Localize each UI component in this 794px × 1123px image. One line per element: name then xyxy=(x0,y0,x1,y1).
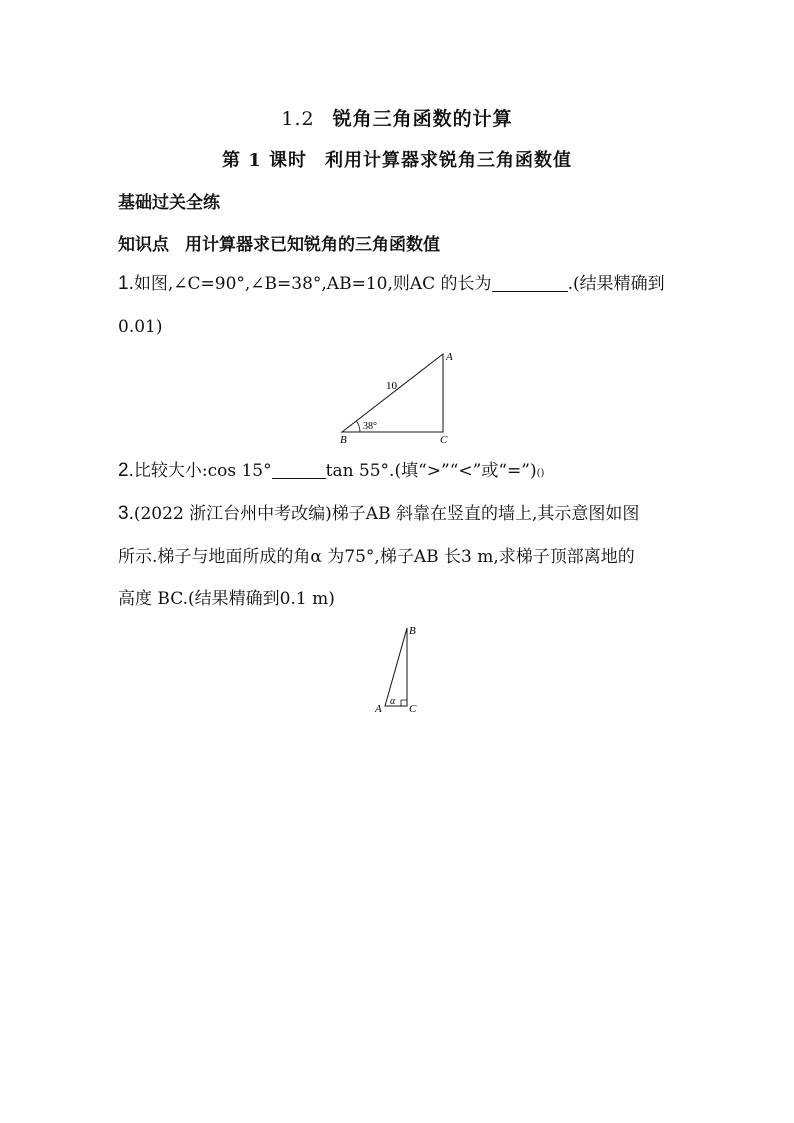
triangle-abc-2 xyxy=(385,628,407,706)
lesson-title xyxy=(0,146,794,172)
question-1-number: 1. xyxy=(118,273,134,294)
question-1-text: 如图,∠C=90°,∠B=38°,AB=10,则AC 的长为 xyxy=(133,274,492,294)
right-angle-mark xyxy=(401,700,407,706)
triangle-abc-1 xyxy=(342,354,443,432)
question-3-line-3: 高度 BC.(结果精确到0.1 m) xyxy=(118,589,335,609)
vertex-b-label-2: B xyxy=(409,625,416,637)
lesson-label: 第 1 课时 xyxy=(221,150,308,171)
vertex-a-label-2: A xyxy=(375,703,382,715)
section-title-text: 锐角三角函数的计算 xyxy=(332,108,513,130)
knowledge-point-title: 用计算器求已知锐角的三角函数值 xyxy=(185,235,440,255)
question-3-number: 3. xyxy=(118,503,134,524)
ladder-figure xyxy=(370,620,430,720)
question-3-line-2: 所示.梯子与地面所成的角α 为75°,梯子AB 长3 m,求梯子顶部离地的 xyxy=(118,547,635,567)
answer-blank-2[interactable] xyxy=(272,460,326,479)
section-title xyxy=(0,104,794,131)
answer-blank-1[interactable] xyxy=(492,273,568,292)
question-1-line-2: 0.01) xyxy=(118,317,163,337)
question-1-tail: .(结果精确到 xyxy=(567,274,665,294)
question-2-number: 2. xyxy=(118,460,134,481)
angle-b-arc xyxy=(356,421,360,432)
angle-alpha-label: α xyxy=(390,696,396,707)
knowledge-point-label: 知识点 xyxy=(118,235,169,255)
question-2-part-2: tan 55°.(填“>”“<”或“=”) xyxy=(325,461,537,481)
vertex-c-label-2: C xyxy=(409,703,417,715)
side-ab-label: 10 xyxy=(386,380,397,392)
question-2 xyxy=(118,460,544,485)
lesson-title-text: 利用计算器求锐角三角函数值 xyxy=(325,150,573,171)
question-2-part-1: 比较大小:cos 15° xyxy=(133,461,272,481)
practice-heading: 基础过关全练 xyxy=(118,193,220,213)
vertex-c-label: C xyxy=(440,434,448,446)
question-3-line-1 xyxy=(118,503,639,525)
knowledge-point xyxy=(118,230,440,255)
angle-b-label: 38° xyxy=(363,421,377,432)
question-3-line-1-text: (2022 浙江台州中考改编)梯子AB 斜靠在竖直的墙上,其示意图如图 xyxy=(133,504,640,524)
question-1-line-1 xyxy=(118,273,665,295)
triangle-figure-1 xyxy=(330,348,470,448)
vertex-a-label: A xyxy=(446,351,453,363)
vertex-b-label: B xyxy=(340,434,347,446)
question-2-mark: () xyxy=(536,468,545,479)
section-number: 1.2 xyxy=(281,108,315,130)
